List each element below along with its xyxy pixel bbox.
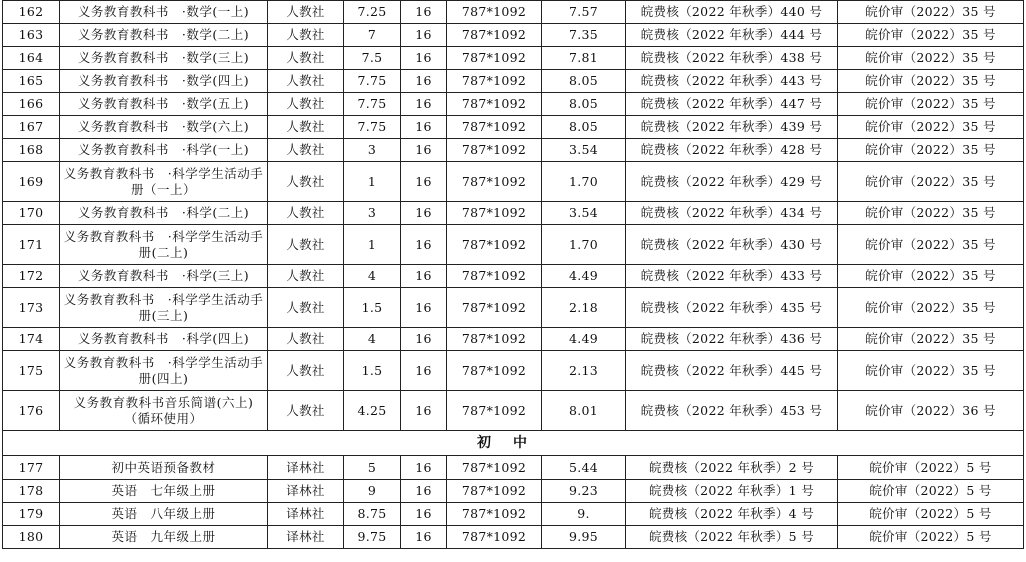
price: 8.05 [542,116,626,139]
table-row [3,391,1024,431]
row-number: 163 [3,24,60,47]
table-row [3,456,1024,480]
book-title: 义务教育教科书 ·科学(二上) [60,202,268,225]
table-row [3,351,1024,391]
price-approval-no: 皖价审（2022）35 号 [838,265,1024,288]
row-number: 168 [3,139,60,162]
junior-section-rows [3,456,1024,549]
paper-size: 787*1092 [447,24,542,47]
fee-approval-no: 皖费核（2022 年秋季）4 号 [626,503,838,526]
publisher: 人教社 [268,116,344,139]
paper-size: 787*1092 [447,328,542,351]
paper-size: 787*1092 [447,93,542,116]
format: 16 [401,351,447,391]
sheet-count: 7.25 [344,1,401,24]
price: 1.70 [542,225,626,265]
fee-approval-no: 皖费核（2022 年秋季）453 号 [626,391,838,431]
table-row [3,225,1024,265]
publisher: 人教社 [268,225,344,265]
book-title: 义务教育教科书 ·数学(二上) [60,24,268,47]
row-number: 169 [3,162,60,202]
sheet-count: 1 [344,162,401,202]
publisher: 译林社 [268,480,344,503]
paper-size: 787*1092 [447,1,542,24]
fee-approval-no: 皖费核（2022 年秋季）436 号 [626,328,838,351]
price: 5.44 [542,456,626,480]
paper-size: 787*1092 [447,202,542,225]
book-title: 义务教育教科书 ·科学学生活动手册(三上) [60,288,268,328]
paper-size: 787*1092 [447,480,542,503]
format: 16 [401,24,447,47]
row-number: 162 [3,1,60,24]
price-approval-no: 皖价审（2022）35 号 [838,1,1024,24]
fee-approval-no: 皖费核（2022 年秋季）428 号 [626,139,838,162]
format: 16 [401,1,447,24]
price: 9.23 [542,480,626,503]
paper-size: 787*1092 [447,116,542,139]
publisher: 译林社 [268,526,344,549]
sheet-count: 9 [344,480,401,503]
price-approval-no: 皖价审（2022）35 号 [838,328,1024,351]
table-row [3,116,1024,139]
row-number: 164 [3,47,60,70]
price: 3.54 [542,139,626,162]
price-approval-no: 皖价审（2022）35 号 [838,202,1024,225]
fee-approval-no: 皖费核（2022 年秋季）444 号 [626,24,838,47]
book-title: 义务教育教科书 ·科学学生活动手册（一上） [60,162,268,202]
paper-size: 787*1092 [447,162,542,202]
format: 16 [401,116,447,139]
book-title: 义务教育教科书 ·科学学生活动手册(四上) [60,351,268,391]
price: 1.70 [542,162,626,202]
book-title: 义务教育教科书 ·数学(五上) [60,93,268,116]
book-title: 义务教育教科书 ·科学(三上) [60,265,268,288]
publisher: 人教社 [268,328,344,351]
format: 16 [401,288,447,328]
price-approval-no: 皖价审（2022）35 号 [838,116,1024,139]
paper-size: 787*1092 [447,456,542,480]
format: 16 [401,456,447,480]
fee-approval-no: 皖费核（2022 年秋季）433 号 [626,265,838,288]
paper-size: 787*1092 [447,139,542,162]
price: 2.13 [542,351,626,391]
fee-approval-no: 皖费核（2022 年秋季）440 号 [626,1,838,24]
paper-size: 787*1092 [447,526,542,549]
fee-approval-no: 皖费核（2022 年秋季）1 号 [626,480,838,503]
paper-size: 787*1092 [447,265,542,288]
book-title: 义务教育教科书 ·数学(四上) [60,70,268,93]
book-title: 义务教育教科书音乐简谱(六上)（循环使用） [60,391,268,431]
format: 16 [401,225,447,265]
price-approval-no: 皖价审（2022）35 号 [838,47,1024,70]
paper-size: 787*1092 [447,70,542,93]
table-row [3,288,1024,328]
publisher: 人教社 [268,93,344,116]
price-approval-no: 皖价审（2022）35 号 [838,24,1024,47]
price: 4.49 [542,265,626,288]
publisher: 译林社 [268,503,344,526]
publisher: 人教社 [268,1,344,24]
fee-approval-no: 皖费核（2022 年秋季）439 号 [626,116,838,139]
price: 8.01 [542,391,626,431]
book-title: 义务教育教科书 ·数学(一上) [60,1,268,24]
book-title: 义务教育教科书 ·数学(三上) [60,47,268,70]
table-row [3,265,1024,288]
paper-size: 787*1092 [447,225,542,265]
table-row [3,47,1024,70]
sheet-count: 4 [344,265,401,288]
price-approval-no: 皖价审（2022）35 号 [838,351,1024,391]
fee-approval-no: 皖费核（2022 年秋季）429 号 [626,162,838,202]
price-approval-no: 皖价审（2022）36 号 [838,391,1024,431]
table-row [3,328,1024,351]
row-number: 179 [3,503,60,526]
price-approval-no: 皖价审（2022）35 号 [838,70,1024,93]
sheet-count: 7.75 [344,70,401,93]
row-number: 175 [3,351,60,391]
publisher: 人教社 [268,351,344,391]
publisher: 人教社 [268,24,344,47]
table-row [3,70,1024,93]
fee-approval-no: 皖费核（2022 年秋季）443 号 [626,70,838,93]
book-title: 义务教育教科书 ·科学(一上) [60,139,268,162]
price: 7.35 [542,24,626,47]
book-title: 义务教育教科书 ·科学学生活动手册(二上) [60,225,268,265]
sheet-count: 4 [344,328,401,351]
price-approval-no: 皖价审（2022）5 号 [838,503,1024,526]
publisher: 人教社 [268,139,344,162]
table-row [3,1,1024,24]
row-number: 166 [3,93,60,116]
publisher: 人教社 [268,47,344,70]
price: 3.54 [542,202,626,225]
book-title: 英语 八年级上册 [60,503,268,526]
price: 2.18 [542,288,626,328]
row-number: 178 [3,480,60,503]
publisher: 人教社 [268,162,344,202]
publisher: 译林社 [268,456,344,480]
table-row [3,526,1024,549]
price: 8.05 [542,70,626,93]
price-approval-no: 皖价审（2022）35 号 [838,162,1024,202]
format: 16 [401,526,447,549]
primary-section-rows [3,1,1024,431]
fee-approval-no: 皖费核（2022 年秋季）435 号 [626,288,838,328]
sheet-count: 1 [344,225,401,265]
price-approval-no: 皖价审（2022）35 号 [838,288,1024,328]
format: 16 [401,391,447,431]
publisher: 人教社 [268,288,344,328]
sheet-count: 7.75 [344,116,401,139]
price: 9. [542,503,626,526]
sheet-count: 1.5 [344,288,401,328]
textbook-price-table [2,0,1024,549]
table-row [3,480,1024,503]
sheet-count: 8.75 [344,503,401,526]
sheet-count: 3 [344,139,401,162]
price-approval-no: 皖价审（2022）35 号 [838,225,1024,265]
fee-approval-no: 皖费核（2022 年秋季）2 号 [626,456,838,480]
publisher: 人教社 [268,70,344,93]
junior-section-header [3,431,1024,456]
sheet-count: 3 [344,202,401,225]
table-row [3,139,1024,162]
book-title: 义务教育教科书 ·数学(六上) [60,116,268,139]
table-row [3,24,1024,47]
sheet-count: 1.5 [344,351,401,391]
book-title: 英语 九年级上册 [60,526,268,549]
row-number: 177 [3,456,60,480]
row-number: 180 [3,526,60,549]
price-approval-no: 皖价审（2022）35 号 [838,93,1024,116]
fee-approval-no: 皖费核（2022 年秋季）434 号 [626,202,838,225]
table-row [3,162,1024,202]
fee-approval-no: 皖费核（2022 年秋季）438 号 [626,47,838,70]
paper-size: 787*1092 [447,288,542,328]
sheet-count: 5 [344,456,401,480]
book-title: 义务教育教科书 ·科学(四上) [60,328,268,351]
row-number: 174 [3,328,60,351]
price-approval-no: 皖价审（2022）5 号 [838,456,1024,480]
fee-approval-no: 皖费核（2022 年秋季）5 号 [626,526,838,549]
price: 9.95 [542,526,626,549]
sheet-count: 7 [344,24,401,47]
price: 4.49 [542,328,626,351]
price: 8.05 [542,93,626,116]
fee-approval-no: 皖费核（2022 年秋季）447 号 [626,93,838,116]
publisher: 人教社 [268,265,344,288]
paper-size: 787*1092 [447,351,542,391]
price-approval-no: 皖价审（2022）35 号 [838,139,1024,162]
format: 16 [401,47,447,70]
row-number: 167 [3,116,60,139]
paper-size: 787*1092 [447,47,542,70]
price-approval-no: 皖价审（2022）5 号 [838,480,1024,503]
format: 16 [401,70,447,93]
table-row [3,202,1024,225]
sheet-count: 7.5 [344,47,401,70]
publisher: 人教社 [268,391,344,431]
table-row [3,93,1024,116]
sheet-count: 7.75 [344,93,401,116]
format: 16 [401,265,447,288]
format: 16 [401,328,447,351]
table-row [3,503,1024,526]
fee-approval-no: 皖费核（2022 年秋季）445 号 [626,351,838,391]
format: 16 [401,503,447,526]
sheet-count: 4.25 [344,391,401,431]
row-number: 176 [3,391,60,431]
sheet-count: 9.75 [344,526,401,549]
row-number: 170 [3,202,60,225]
section-title: 初中 [3,431,1024,456]
row-number: 173 [3,288,60,328]
row-number: 171 [3,225,60,265]
paper-size: 787*1092 [447,391,542,431]
row-number: 172 [3,265,60,288]
fee-approval-no: 皖费核（2022 年秋季）430 号 [626,225,838,265]
format: 16 [401,162,447,202]
price: 7.81 [542,47,626,70]
row-number: 165 [3,70,60,93]
format: 16 [401,202,447,225]
price: 7.57 [542,1,626,24]
paper-size: 787*1092 [447,503,542,526]
format: 16 [401,139,447,162]
book-title: 英语 七年级上册 [60,480,268,503]
format: 16 [401,93,447,116]
publisher: 人教社 [268,202,344,225]
book-title: 初中英语预备教材 [60,456,268,480]
price-approval-no: 皖价审（2022）5 号 [838,526,1024,549]
format: 16 [401,480,447,503]
